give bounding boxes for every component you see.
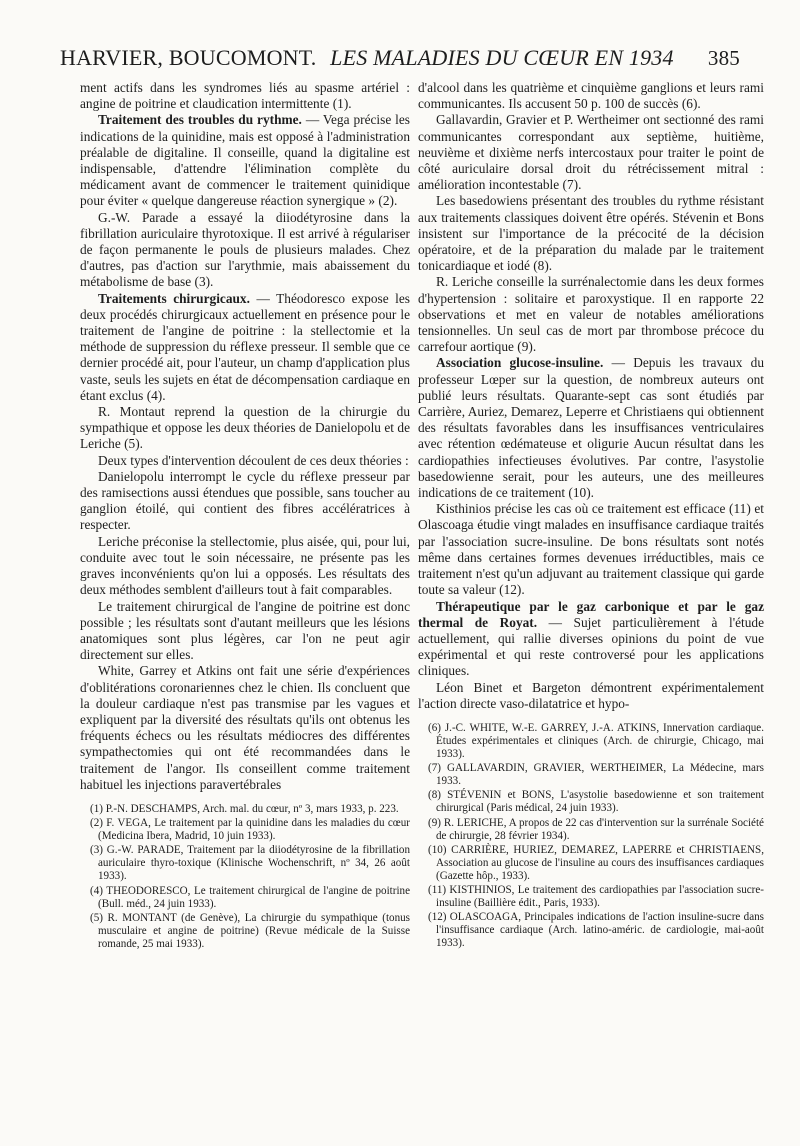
section-heading: Traitement des troubles du rythme. [98,112,302,128]
footnote: (4) THEODORESCO, Le traitement chirurgical de l'angine de poitrine (Bull. méd., 24 juin 1933). [90,884,410,910]
paragraph [80,291,410,404]
footnotes [418,722,764,951]
section-heading: Traitements chirurgicaux. [98,290,250,306]
paragraph: G.-W. Parade a essayé la diiodétyrosine dans la fibrillation auriculaire thyrotoxique. Il est arrivé à régulariser de façon permanente le pouls de plusieurs malades. Chez d'autres, pas d'action sur l'arythmie, mais abaissement du métabolisme de base (3). [80,209,410,290]
footnote: (3) G.-W. PARADE, Traitement par la diiodétyrosine de la fibrillation auriculaire thyro-toxique (Klinische Wochenschrift, nº 34, 26 août 1933). [90,844,410,883]
paragraph-text: — Vega précise les indications de la quinidine, mais est opposé à l'administration préalable de digitaline. Il conseille, quand la digitaline est indispensable, d'attendre l'élimination complète du médicament avant de commencer le traitement quinidique pour éviter « quelque dangereuse réaction synergique » (2). [80,112,410,209]
header-title: LES MALADIES DU CŒUR EN 1934 [330,45,674,70]
paragraph-text: — Théodoresco expose les deux procédés chirurgicaux actuellement en présence pour le traitement de l'angine de poitrine : la stellectomie et la méthode de suppression du réflexe presseur. Il semble que ce dernier procédé ait, pour l'auteur, un champ d'application plus vaste, seuls les sujets en état de décompensation cardiaque en étant exclus (4). [80,290,410,403]
paragraph-text: — Depuis les travaux du professeur Lœper sur la question, de nombreux auteurs ont publié leurs résultats. Quarante-sept cas sont étudiés par Carrière, Auriez, Demarez, Leperre et Christiaens qui obtiennent des résultats favorables dans les insuffisances ventriculaires avec rétention œdémateuse et oligurie Aucun résultat dans les cardiopathies infectieuses évolutives. Par contre, l'asystolie basedowienne serait, pour les auteurs, une des meilleures indications de ce traitement (10). [418,355,764,501]
footnotes [80,803,410,951]
paragraph: Les basedowiens présentant des troubles du rythme résistant aux traitements classiques doivent être opérés. Stévenin et Bons insistent sur l'importance de la précocité de la décision opératoire, et de la préparation du malade par le traitement tonicardiaque et iodé (8). [418,193,764,274]
footnote: (12) OLASCOAGA, Principales indications de l'action insuline-sucre dans l'insuffisance cardiaque (Arch. latino-améric. de cardiologie, mai-août 1933). [428,911,764,950]
paragraph: Léon Binet et Bargeton démontrent expérimentalement l'action directe vaso-dilatatrice et hypo- [418,679,764,711]
footnote: (8) STÉVENIN et BONS, L'asystolie basedowienne et son traitement chirurgical (Paris médical, 24 juin 1933). [428,789,764,815]
paragraph: R. Leriche conseille la surrénalectomie dans les deux formes d'hypertension : solitaire et paroxystique. Il en rapporte 22 observations et met en valeur de notables améliorations tensionnelles. Un seul cas de mort par thrombose précoce du carrefour aortique (9). [418,274,764,355]
paragraph [418,599,764,680]
header-left [60,45,674,71]
paragraph [418,355,764,501]
section-heading: Association glucose-insuline. [436,355,604,371]
running-header [60,45,740,71]
section-heading: Thérapeutique par le gaz carbonique et par le gaz thermal de Royat. [418,598,764,630]
paragraph: d'alcool dans les quatrième et cinquième ganglions et leurs rami communicantes. Ils accusent 50 p. 100 de succès (6). [418,80,764,112]
paragraph: R. Montaut reprend la question de la chirurgie du sympathique et oppose les deux théories de Danielopolu et de Leriche (5). [80,404,410,452]
left-column [80,80,410,952]
footnote: (11) KISTHINIOS, Le traitement des cardiopathies par l'association sucre-insuline (Baillière édit., Paris, 1933). [428,884,764,910]
right-column [418,80,764,952]
paragraph: Gallavardin, Gravier et P. Wertheimer ont sectionné des rami communicantes correspondant aux septième, huitième, neuvième et dixième nerfs intercostaux pour traiter le point de côté auriculaire dorsal droit du rétrécissement mitral : amélioration incontestable (7). [418,112,764,193]
page-number: 385 [707,46,740,70]
footnote: (5) R. MONTANT (de Genève), La chirurgie du sympathique (tonus musculaire et angine de poitrine) (Revue médicale de la Suisse romande, 25 mai 1933). [90,911,410,950]
footnote: (1) P.-N. DESCHAMPS, Arch. mal. du cœur, nº 3, mars 1933, p. 223. [90,802,399,815]
paragraph: White, Garrey et Atkins ont fait une série d'expériences d'oblitérations coronariennes chez le chien. Ils concluent que la douleur cardiaque n'est pas transmise par les vagues et expliquent par la diversité des résultats qu'ils ont obtenus les fréquents échecs ou les résultats médiocres des différentes sympathectomies qui ont été recommandées dans le traitement de l'angor. Ils conseillent comme traitement habituel les injections paravertébrales [80,663,410,792]
paragraph [80,112,410,209]
footnote: (2) F. VEGA, Le traitement par la quinidine dans les maladies du cœur (Medicina Ibera, Madrid, 10 juin 1933). [90,817,410,843]
paragraph: Leriche préconise la stellectomie, plus aisée, qui, pour lui, conduite avec tout le soin nécessaire, ne présente pas les graves inconvénients qu'on lui a opposés. Les résultats des deux méthodes semblent d'ailleurs tout à fait comparables. [80,533,410,598]
paragraph: Danielopolu interrompt le cycle du réflexe presseur par des ramisections aussi étendues que possible, sans toucher au ganglion étoilé, qui contient des fibres accélératrices à respecter. [80,468,410,533]
paragraph: Deux types d'intervention découlent de ces deux théories : [98,452,409,468]
paragraph-text: — Sujet particulièrement à l'étude actuellement, qui rallie diverses opinions du point de vue expérimental et qui reste controversé pour les applications cliniques. [418,614,764,679]
paragraph: Le traitement chirurgical de l'angine de poitrine est donc possible ; les résultats sont d'autant meilleurs que les lésions anatomiques sont plus légères, car l'on ne peut agir directement sur elles. [80,598,410,663]
footnote: (10) CARRIÈRE, HURIEZ, DEMAREZ, LAPERRE et CHRISTIAENS, Association au glucose de l'insuline au cours des insuffisances cardiaques (Gazette hôp., 1933). [428,843,764,882]
paragraph: ment actifs dans les syndromes liés au spasme artériel : angine de poitrine et claudication intermittente (1). [80,80,410,112]
footnote: (6) J.-C. WHITE, W.-E. GARREY, J.-A. ATKINS, Innervation cardiaque. Études expérimentales et cliniques (Arch. de chirurgie, Chicago, mai 1933). [428,721,764,761]
header-authors: HARVIER, BOUCOMONT. [60,45,317,70]
footnote: (9) R. LERICHE, A propos de 22 cas d'intervention sur la surrénale Société de chirurgie, 28 février 1934). [428,816,764,842]
footnote: (7) GALLAVARDIN, GRAVIER, WERTHEIMER, La Médecine, mars 1933. [428,762,764,788]
paragraph: Kisthinios précise les cas où ce traitement est efficace (11) et Olascoaga étudie vingt malades en insuffisance cardiaque traités par l'association sucre-insuline. De bons résultats sont notés même dans certaines formes devenues irréductibles, mais ce traitement n'est qu'un adjuvant au traitement classique qui garde toute sa valeur (12). [418,501,764,598]
